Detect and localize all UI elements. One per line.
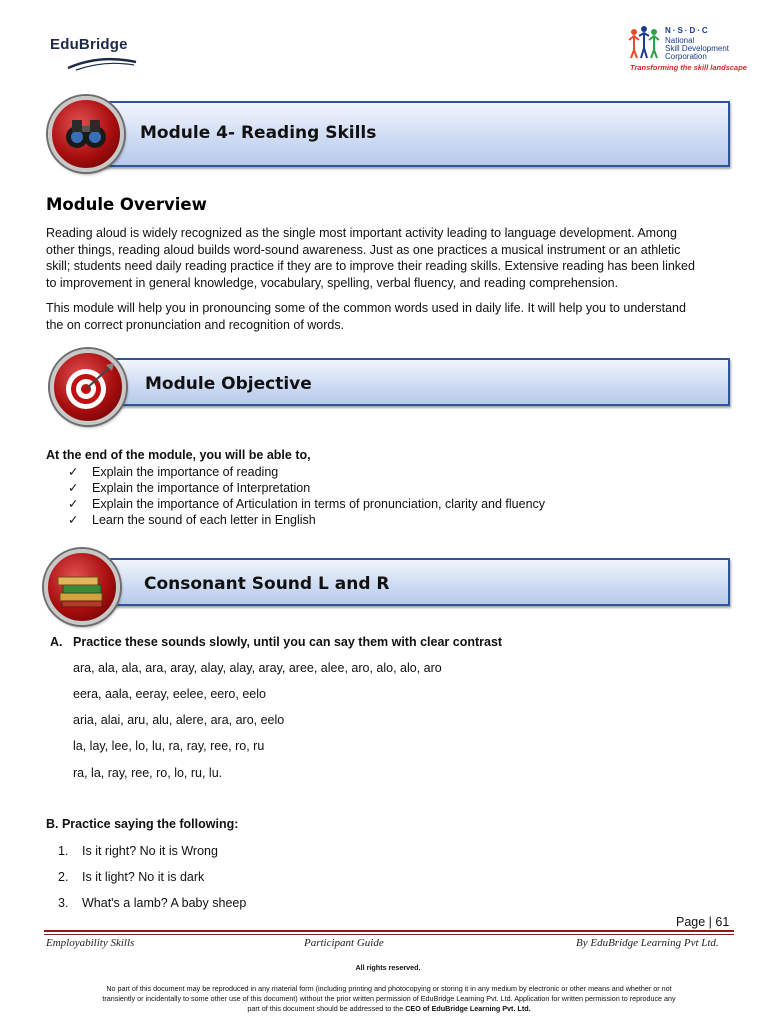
checkmark-icon: ✓ [68,513,79,527]
target-icon [54,353,122,421]
edubridge-logo-text: EduBridge [50,36,128,53]
objective-item [68,496,728,512]
practice-b-num: 3. [58,896,69,910]
checkmark-icon: ✓ [68,497,79,511]
footer-right: By EduBridge Learning Pvt Ltd. [576,937,719,949]
legal-notice [44,984,734,1014]
practice-b-item: What's a lamb? A baby sheep [82,896,247,910]
practice-b-item: Is it right? No it is Wrong [82,844,218,858]
checkmark-icon: ✓ [68,465,79,479]
objectives-list [68,464,728,528]
overview-p2-line: This module will help you in pronouncing some of the common words used in daily life. It will help you to understand [46,301,686,315]
binoculars-icon [52,100,120,168]
objective-item [68,480,728,496]
nsdc-name-line2: Skill Development [665,44,730,53]
practice-a-heading: Practice these sounds slowly, until you can say them with clear contrast [73,635,503,649]
nsdc-tagline: Transforming the skill landscape [630,63,747,72]
practice-a-line: ra, la, ray, ree, ro, lo, ru, lu. [73,766,223,780]
footer-divider-thin [44,934,734,935]
nsdc-name-line3: Corporation [665,52,707,61]
legal-line: transiently or incidentally to some other use of this document) without the prior written permission of EduBridge Learning Pvt. Ltd. Application for written permission to reproduce any [102,994,676,1003]
objectives-intro: At the end of the module, you will be able to, [46,448,311,462]
practice-b-item: Is it light? No it is dark [82,870,205,884]
footer-center: Participant Guide [304,937,384,949]
legal-line-text: part of this document should be addressed to the [247,1004,406,1013]
binoculars-badge [48,96,124,172]
practice-b-heading: B. Practice saying the following: [46,817,239,831]
objective-item [68,512,728,528]
consonant-title: Consonant Sound L and R [144,574,390,594]
overview-p1-line: other things, reading aloud builds word-sound awareness. Just as one practices a musical instrument or an athletic [46,242,681,257]
objective-text: Explain the importance of reading [92,465,279,479]
objective-text: Learn the sound of each letter in English [92,513,316,527]
overview-p1-line: Reading aloud is widely recognized as the single most important activity leading to language development. Among [46,226,677,240]
module-title-banner [98,101,730,167]
page-number: Page | 61 [676,915,730,929]
objective-text: Explain the importance of Articulation in terms of pronunciation, clarity and fluency [92,497,546,511]
legal-line: No part of this document may be reproduced in any material form (including printing and photocopying or storing it in any medium by electronic or other means and whether or not [106,984,672,993]
practice-b-num: 1. [58,844,69,858]
practice-a-line: aria, alai, aru, alu, alere, ara, aro, eelo [73,713,285,727]
objective-item [68,464,728,480]
practice-a-line: eera, aala, eeray, eelee, eero, eelo [73,687,266,701]
target-badge [50,349,126,425]
footer-left: Employability Skills [46,937,135,949]
footer-divider [44,930,734,932]
people-icon [626,26,662,62]
objective-text: Explain the importance of Interpretation [92,481,311,495]
overview-paragraph-2 [46,300,736,333]
objective-title: Module Objective [145,374,312,394]
nsdc-logo [626,24,747,74]
practice-a-line: ara, ala, ala, ara, aray, alay, alay, aray, aree, alee, aro, alo, alo, aro [73,661,442,675]
module-title: Module 4- Reading Skills [140,123,377,143]
practice-a-line: la, lay, lee, lo, lu, ra, ray, ree, ro, ru [73,739,265,753]
checkmark-icon: ✓ [68,481,79,495]
overview-p1-line: to improvement in general knowledge, vocabulary, spelling, verbal fluency, and reading comprehension. [46,275,619,290]
consonant-banner [98,558,730,606]
bridge-swoosh-icon [50,52,140,72]
books-badge [44,549,120,625]
practice-a-marker: A. [50,635,63,649]
practice-b-num: 2. [58,870,69,884]
books-icon [48,553,116,621]
overview-paragraph-1 [46,225,736,291]
rights-reserved: All rights reserved. [355,963,421,972]
nsdc-name-line1: National [665,36,695,45]
overview-p1-line: skill; students need daily reading practice if they are to improve their reading skills. Extensive reading has been linked [46,259,695,273]
objective-banner [98,358,730,406]
overview-p2-line: the on correct pronunciation and recognition of words. [46,317,345,332]
edubridge-logo [50,36,140,76]
legal-line [44,1004,734,1014]
nsdc-abbr: N·S·D·C [665,26,710,35]
legal-line-bold: CEO of EduBridge Learning Pvt. Ltd. [405,1004,531,1013]
overview-heading: Module Overview [46,195,207,214]
